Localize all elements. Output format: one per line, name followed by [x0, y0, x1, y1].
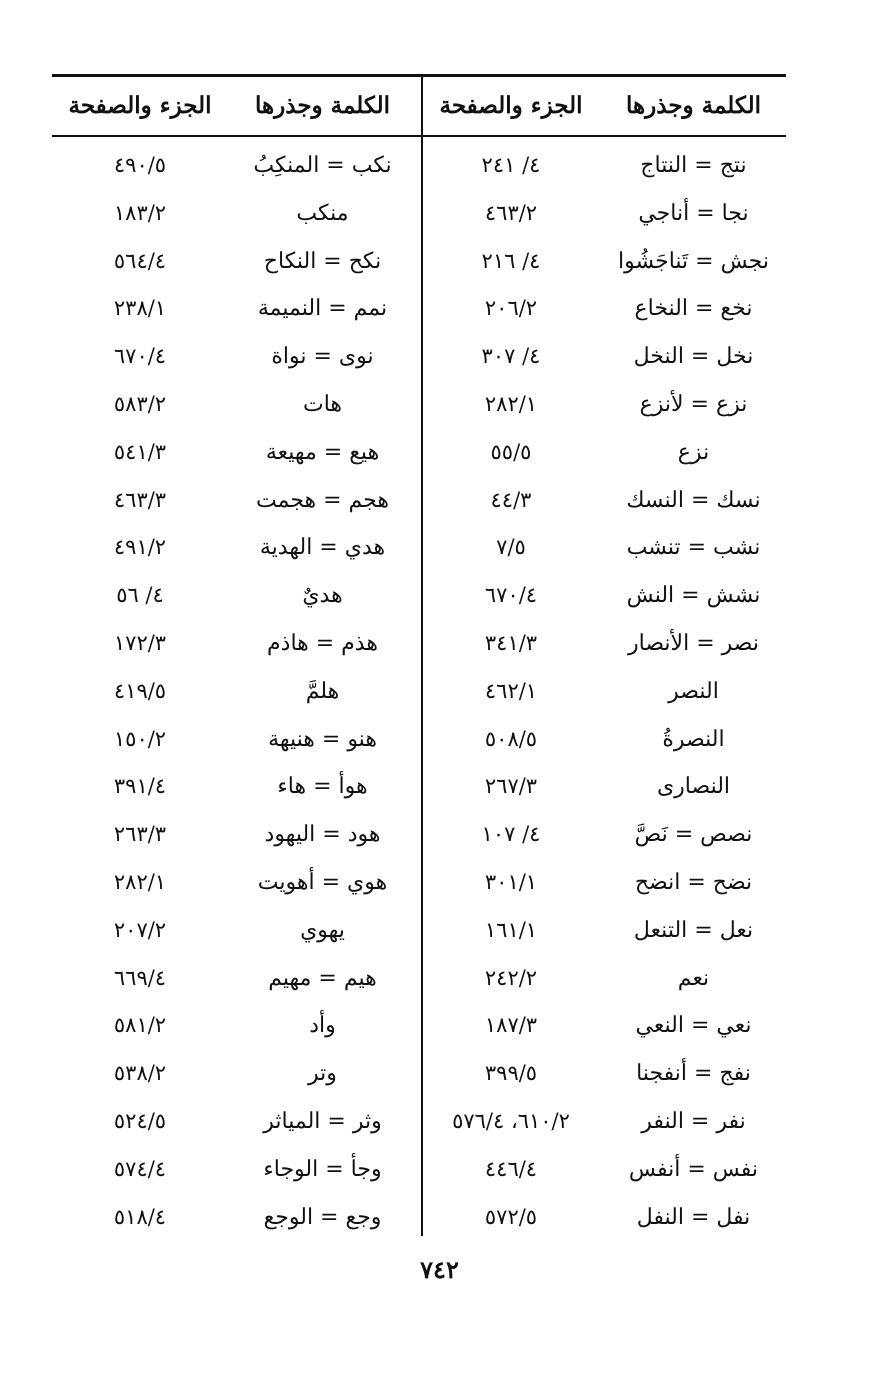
- entry-reference: ٣٤١/٣: [484, 630, 538, 655]
- table-row: [423, 429, 791, 477]
- entry-reference: ٤٤٦/٤: [484, 1156, 538, 1181]
- table-row: [423, 811, 791, 859]
- table-row: [52, 285, 420, 333]
- table-row: [423, 190, 791, 238]
- entry-reference: ١٧٢/٣: [113, 630, 167, 655]
- table-row: [423, 1098, 791, 1146]
- index-page: [52, 74, 786, 1244]
- table-row: [423, 716, 791, 764]
- table-row: [52, 238, 420, 286]
- entry-word: النصارى: [656, 774, 731, 800]
- table-row: [52, 1146, 420, 1194]
- header-word-left: الكلمة وجذرها: [255, 92, 390, 119]
- table-row: [52, 333, 420, 381]
- table-row: [423, 1146, 791, 1194]
- entry-word: نجش = تَناجَشُوا: [618, 248, 769, 274]
- header-ref-left: الجزء والصفحة: [68, 92, 212, 119]
- entry-reference: ٣٩١/٤: [113, 774, 167, 799]
- entry-reference: ٥٧٢/٥: [484, 1204, 538, 1229]
- entry-word: نفر = النفر: [641, 1108, 746, 1134]
- entry-reference: ٥٧٤/٤: [113, 1156, 167, 1181]
- entries-right: [423, 142, 791, 1241]
- entry-word: هيع = مهيعة: [265, 439, 380, 465]
- entry-word: يهوي: [300, 917, 345, 943]
- entry-word: نمم = النميمة: [257, 296, 388, 322]
- entry-word: نصص = نَصَّ: [634, 822, 753, 848]
- table-row: [423, 477, 791, 525]
- table-row: [52, 429, 420, 477]
- entry-reference: ٥٤١/٣: [113, 439, 167, 464]
- entry-word: نخل = النخل: [633, 344, 754, 370]
- entry-reference: ٢٠٧/٢: [113, 917, 167, 942]
- entry-word: نشب = تنشب: [626, 535, 761, 561]
- table-row: [52, 859, 420, 907]
- entry-reference: ٢٤٢/٢: [484, 965, 538, 990]
- entry-word: النصرةُ: [662, 726, 725, 752]
- top-rule: [52, 74, 786, 77]
- entry-word: هود = اليهود: [264, 822, 381, 848]
- entry-word: نعم: [677, 965, 710, 991]
- entry-reference: ٤/ ٢٤١: [481, 153, 541, 177]
- table-row: [423, 333, 791, 381]
- table-row: [423, 620, 791, 668]
- entry-reference: ٥٠٨/٥: [484, 726, 538, 751]
- header-rule: [52, 135, 786, 137]
- table-row: [52, 716, 420, 764]
- entry-reference: ٤٦٣/٣: [113, 487, 167, 512]
- table-row: [423, 381, 791, 429]
- entry-reference: ١٥٠/٢: [113, 726, 167, 751]
- entry-reference: ٢٨٢/١: [113, 869, 167, 894]
- entry-word: نعل = التنعل: [633, 917, 754, 943]
- entry-reference: ٣٩٩/٥: [484, 1061, 538, 1086]
- table-row: [52, 1098, 420, 1146]
- entry-word: هوأ = هاء: [277, 774, 368, 800]
- entry-reference: ٣٠١/١: [484, 869, 538, 894]
- entry-word: نخع = النخاع: [634, 296, 753, 322]
- entry-word: هذم = هاذم: [267, 630, 378, 656]
- table-row: [52, 1002, 420, 1050]
- table-row: [423, 955, 791, 1003]
- entry-word: نفل = النفل: [636, 1204, 751, 1230]
- entry-reference: ٥١٨/٤: [113, 1204, 167, 1229]
- entry-word: نوى = نواة: [271, 344, 374, 370]
- entry-reference: ٢٣٨/١: [113, 296, 167, 321]
- table-row: [423, 142, 791, 190]
- entry-word: وجع = الوجع: [263, 1204, 382, 1230]
- entry-reference: ٤٤/٣: [490, 487, 532, 512]
- table-row: [423, 1050, 791, 1098]
- table-row: [52, 190, 420, 238]
- entry-reference: ٢٠٦/٢: [484, 296, 538, 321]
- entry-reference: ٤١٩/٥: [113, 678, 167, 703]
- table-row: [52, 811, 420, 859]
- entry-word: منكب: [296, 200, 349, 226]
- entry-reference: ٦٧٠/٤: [113, 344, 167, 369]
- entry-reference: ٦٧٠/٤: [484, 583, 538, 608]
- entry-reference: ٢٨٢/١: [484, 391, 538, 416]
- entry-reference: ٥٣٨/٢: [113, 1061, 167, 1086]
- table-row: [52, 142, 420, 190]
- table-row: [423, 524, 791, 572]
- entry-word: نزع: [677, 439, 710, 465]
- entry-word: وتر: [308, 1061, 337, 1087]
- page-number: ٧٤٢: [420, 1255, 459, 1284]
- entry-word: نتج = النتاج: [640, 153, 747, 178]
- entry-word: وأد: [309, 1013, 336, 1039]
- entry-word: هنو = هنيهة: [268, 726, 377, 752]
- entry-word: نكح = النكاح: [263, 248, 382, 274]
- table-row: [423, 763, 791, 811]
- table-row: [423, 1002, 791, 1050]
- table-row: [52, 381, 420, 429]
- entry-reference: ٦١٠/٢، ٥٧٦/٤: [452, 1108, 570, 1133]
- entry-word: نشش = النش: [626, 583, 761, 609]
- entry-reference: ٤/ ٢١٦: [481, 248, 541, 273]
- entry-reference: ٥٨٣/٢: [113, 391, 167, 416]
- entry-word: نصر = الأنصار: [628, 630, 759, 656]
- entry-word: نزع = لأنزع: [639, 391, 748, 417]
- entry-reference: ٥٨١/٢: [113, 1013, 167, 1038]
- table-row: [52, 477, 420, 525]
- entry-reference: ٢٦٧/٣: [484, 774, 538, 799]
- entry-word: هلمَّ: [305, 678, 340, 704]
- table-row: [52, 524, 420, 572]
- entry-reference: ٥٢٤/٥: [113, 1108, 167, 1133]
- entry-reference: ٤٩١/٢: [113, 535, 167, 560]
- table-row: [52, 620, 420, 668]
- table-row: [52, 1194, 420, 1242]
- entry-word: نجا = أناجي: [638, 200, 749, 226]
- table-row: [423, 1194, 791, 1242]
- table-row: [52, 572, 420, 620]
- entry-reference: ٧/٥: [496, 535, 526, 560]
- entry-reference: ٦٦٩/٤: [113, 965, 167, 990]
- entry-word: نضح = انضح: [634, 869, 753, 895]
- table-row: [423, 285, 791, 333]
- entry-reference: ٤٩٠/٥: [113, 153, 167, 177]
- entry-reference: ٢٦٣/٣: [113, 822, 167, 847]
- entry-reference: ١٨٣/٢: [113, 200, 167, 225]
- table-row: [423, 668, 791, 716]
- table-row: [52, 907, 420, 955]
- entry-word: هيم = مهيم: [268, 965, 377, 991]
- entry-reference: ٥٦٤/٤: [113, 248, 167, 273]
- entry-word: هدي = الهدية: [259, 535, 386, 561]
- entry-word: نفس = أنفس: [628, 1156, 759, 1182]
- entry-word: هوي = أهويت: [257, 869, 388, 895]
- entry-word: نعي = النعي: [635, 1013, 752, 1039]
- entry-reference: ١٨٧/٣: [484, 1013, 538, 1038]
- entry-reference: ٤٦٢/١: [484, 678, 538, 703]
- table-row: [52, 668, 420, 716]
- header-ref-right: الجزء والصفحة: [439, 92, 583, 119]
- entry-reference: ٤/ ١٠٧: [481, 822, 541, 847]
- entry-reference: ٤/ ٥٦: [116, 583, 164, 608]
- entry-reference: ٤٦٣/٢: [484, 200, 538, 225]
- table-row: [52, 763, 420, 811]
- entry-word: هات: [302, 391, 342, 417]
- entries-left: [52, 142, 420, 1241]
- entry-word: وجأ = الوجاء: [263, 1156, 382, 1182]
- entry-word: النصر: [668, 678, 719, 704]
- entry-reference: ٤/ ٣٠٧: [481, 344, 541, 369]
- entry-word: هجم = هجمت: [256, 487, 389, 513]
- table-row: [423, 238, 791, 286]
- entry-word: وثر = المياثر: [263, 1108, 382, 1134]
- entry-word: نكب = المنكِبُ: [253, 153, 392, 178]
- table-row: [52, 1050, 420, 1098]
- table-row: [423, 907, 791, 955]
- entry-word: نفج = أنفجنا: [636, 1061, 751, 1087]
- table-row: [52, 955, 420, 1003]
- header-word-right: الكلمة وجذرها: [626, 92, 761, 119]
- entry-word: هديٌ: [302, 583, 343, 609]
- entry-reference: ٥٥/٥: [490, 439, 532, 464]
- entry-reference: ١٦١/١: [484, 917, 538, 942]
- table-row: [423, 859, 791, 907]
- table-row: [423, 572, 791, 620]
- entry-word: نسك = النسك: [626, 487, 761, 513]
